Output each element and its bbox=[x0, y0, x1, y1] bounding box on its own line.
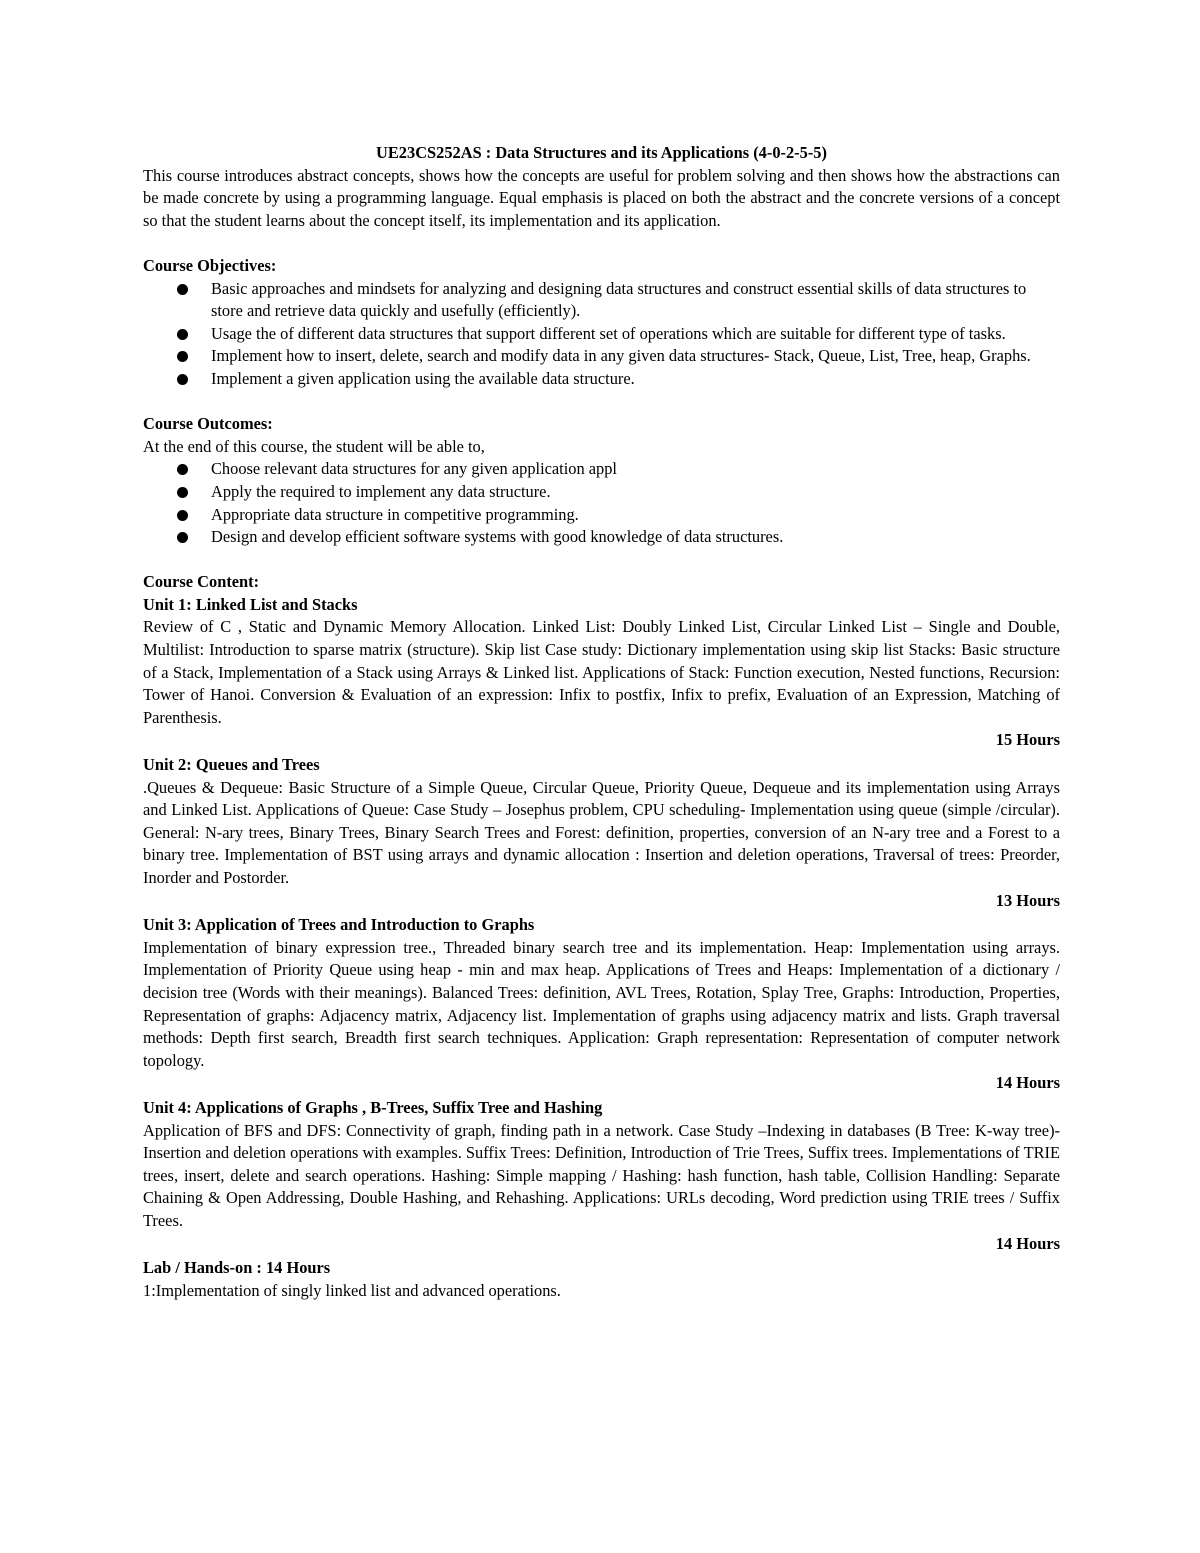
list-item: Choose relevant data structures for any given application appl bbox=[143, 458, 1060, 481]
list-item: Appropriate data structure in competitive programming. bbox=[143, 504, 1060, 527]
list-item: Design and develop efficient software systems with good knowledge of data structures. bbox=[143, 526, 1060, 549]
lab-heading: Lab / Hands-on : 14 Hours bbox=[143, 1258, 331, 1278]
unit-2 bbox=[143, 754, 1060, 912]
course-title: UE23CS252AS : Data Structures and its Applications (4-0-2-5-5) bbox=[376, 143, 827, 162]
outcomes-heading: Course Outcomes: bbox=[143, 414, 273, 434]
bullet-icon bbox=[177, 374, 188, 385]
lab-item: 1:Implementation of singly linked list and advanced operations. bbox=[143, 1280, 561, 1300]
outcomes-lead: At the end of this course, the student will be able to, bbox=[143, 436, 485, 456]
list-item: Implement how to insert, delete, search and modify data in any given data structures- Stack, Queue, List, Tree, heap, Graphs. bbox=[143, 345, 1060, 368]
unit-3 bbox=[143, 914, 1060, 1095]
syllabus-page bbox=[143, 142, 1060, 1302]
bullet-icon bbox=[177, 284, 188, 295]
list-item: Implement a given application using the available data structure. bbox=[143, 368, 1060, 391]
unit-1 bbox=[143, 594, 1060, 752]
bullet-icon bbox=[177, 532, 188, 543]
course-intro: This course introduces abstract concepts, shows how the concepts are useful for problem solving and then shows how the abstractions can be made concrete by using a programming language. Equal emphasis is placed on both the abstract and the concrete versions of a concept so that the student learns about the concept itself, its implementation and its application. bbox=[143, 165, 1060, 230]
bullet-icon bbox=[177, 510, 188, 521]
unit-body: Implementation of binary expression tree., Threaded binary search tree and its implementation. Heap: Implementation using arrays. Implementation of Priority Queue using heap - min and max heap. Applications of Trees and Heaps: Implementation of a dictionary / decision tree (Words with their meanings). Balanced Trees: definition, AVL Trees, Rotation, Splay Tree, Graphs: Introduction, Properties, Representation of graphs: Adjacency matrix, Adjacency list. Implementation of graphs using adjacency matrix and lists. Graph traversal methods: Depth first search, Breadth first search techniques. Application: Graph representation: Representation of computer network topology. bbox=[143, 937, 1060, 1070]
unit-title: Unit 1: Linked List and Stacks bbox=[143, 594, 358, 614]
unit-hours: 13 Hours bbox=[995, 890, 1060, 910]
unit-title: Unit 4: Applications of Graphs , B-Trees, Suffix Tree and Hashing bbox=[143, 1097, 603, 1117]
unit-body: Application of BFS and DFS: Connectivity of graph, finding path in a network. Case Study –Indexing in databases (B Tree: K-way tree)- Insertion and deletion operations with examples. Suffix Trees: Definition, Introduction of Trie Trees, Suffix trees. Implementations of TRIE trees, insert, delete and search operations. Hashing: Simple mapping / Hashing: hash function, hash table, Collision Handling: Separate Chaining & Open Addressing, Double Hashing, and Rehashing. Applications: URLs decoding, Word prediction using TRIE trees / Suffix Trees. bbox=[143, 1120, 1060, 1230]
unit-hours: 15 Hours bbox=[995, 730, 1060, 750]
unit-hours: 14 Hours bbox=[995, 1233, 1060, 1253]
bullet-icon bbox=[177, 487, 188, 498]
unit-body: .Queues & Dequeue: Basic Structure of a Simple Queue, Circular Queue, Priority Queue, Dequeue and its implementation using Arrays and Linked List. Applications of Queue: Case Study – Josephus problem, CPU scheduling- Implementation using queue (simple /circular). General: N-ary trees, Binary Trees, Binary Search Trees and Forest: definition, properties, conversion of an N-ary tree and a Forest to a binary tree. Implementation of BST using arrays and dynamic allocation : Insertion and deletion operations, Traversal of trees: Preorder, Inorder and Postorder. bbox=[143, 777, 1060, 887]
unit-4 bbox=[143, 1097, 1060, 1255]
outcomes-list bbox=[143, 458, 1060, 548]
bullet-icon bbox=[177, 464, 188, 475]
lab-section bbox=[143, 1257, 1060, 1302]
unit-title: Unit 2: Queues and Trees bbox=[143, 755, 320, 775]
list-item: Usage the of different data structures that support different set of operations which are suitable for different type of tasks. bbox=[143, 323, 1060, 346]
objectives-list bbox=[143, 278, 1060, 391]
unit-body: Review of C , Static and Dynamic Memory Allocation. Linked List: Doubly Linked List, Circular Linked List – Single and Double, Multilist: Introduction to sparse matrix (structure). Skip list Case study: Dictionary implementation using skip list Stacks: Basic structure of a Stack, Implementation of a Stack using Arrays & Linked list. Applications of Stack: Function execution, Nested functions, Recursion: Tower of Hanoi. Conversion & Evaluation of an expression: Infix to postfix, Infix to prefix, Evaluation of an Expression, Matching of Parenthesis. bbox=[143, 617, 1060, 727]
bullet-icon bbox=[177, 351, 188, 362]
objectives-heading: Course Objectives: bbox=[143, 255, 277, 275]
bullet-icon bbox=[177, 329, 188, 340]
unit-hours: 14 Hours bbox=[995, 1073, 1060, 1093]
unit-title: Unit 3: Application of Trees and Introduction to Graphs bbox=[143, 915, 535, 935]
content-heading: Course Content: bbox=[143, 572, 260, 592]
list-item: Basic approaches and mindsets for analyzing and designing data structures and construct essential skills of data structures to store and retrieve data quickly and usefully (efficiently). bbox=[143, 278, 1060, 323]
list-item: Apply the required to implement any data structure. bbox=[143, 481, 1060, 504]
